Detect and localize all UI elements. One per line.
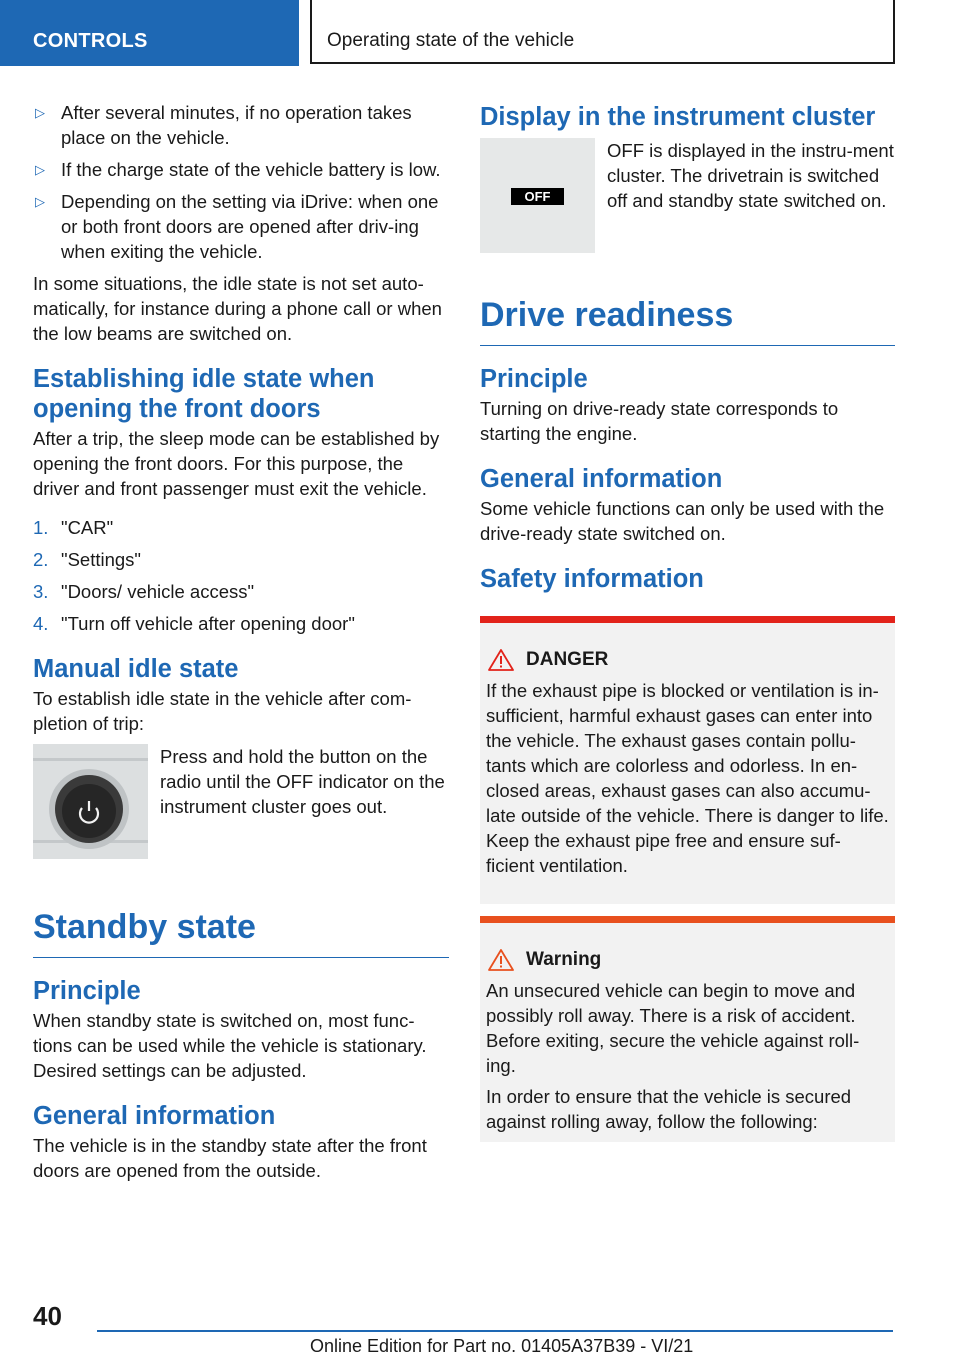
figure-row <box>480 138 895 253</box>
step-number: 3. <box>33 581 49 602</box>
section-heading: Principle <box>33 977 141 1005</box>
step-text: "Settings" <box>61 549 141 570</box>
steps-list <box>33 515 449 636</box>
page-number: 40 <box>33 1301 62 1331</box>
section-heading: Safety information <box>480 565 704 593</box>
step-number: 1. <box>33 517 49 538</box>
edition-footer: Online Edition for Part no. 01405A37B39 - VI/21 <box>310 1336 694 1356</box>
footer-divider <box>97 1330 893 1332</box>
power-knob-icon <box>33 744 148 859</box>
step-text: "CAR" <box>61 517 114 538</box>
list-item <box>33 100 449 150</box>
right-column <box>480 100 895 1142</box>
triangle-bullet-icon: ▷ <box>35 105 45 120</box>
section-heading: Manual idle state <box>33 655 239 683</box>
notice-label: Warning <box>526 949 602 970</box>
notice-header <box>486 947 889 972</box>
triangle-bullet-icon: ▷ <box>35 162 45 177</box>
paragraph: Turning on drive-ready state corresponds to starting the engine. <box>480 398 839 444</box>
paragraph: The vehicle is in the standby state after the front doors are opened from the outside. <box>33 1135 427 1181</box>
list-item <box>33 611 449 636</box>
left-column <box>33 100 449 1183</box>
step-text: "Turn off vehicle after opening door" <box>61 613 355 634</box>
notice-header <box>486 647 889 672</box>
paragraph: When standby state is switched on, most func-tions can be used while the vehicle is stationary. Desired settings can be adjusted. <box>33 1010 427 1081</box>
figure-caption: Press and hold the button on the radio until the OFF indicator on the instrument cluster goes out. <box>160 746 445 817</box>
section-heading: Establishing idle state when opening the front doors <box>33 365 375 423</box>
paragraph: To establish idle state in the vehicle after com-pletion of trip: <box>33 688 412 734</box>
warning-notice <box>480 916 895 1142</box>
bullet-text: Depending on the setting via iDrive: when one or both front doors are opened after driv-ing when exiting the vehicle. <box>61 191 439 262</box>
notice-text: An unsecured vehicle can begin to move and possibly roll away. There is a risk of accident. Before exiting, secure the vehicle against roll-ing. <box>486 980 860 1076</box>
figure-row <box>33 744 449 859</box>
section-heading: General information <box>33 1102 276 1130</box>
figure-caption: OFF is displayed in the instru-ment cluster. The drivetrain is switched off and standby state switched on. <box>607 140 894 211</box>
chapter-heading: Standby state <box>33 907 449 958</box>
bullet-text: After several minutes, if no operation takes place on the vehicle. <box>61 102 412 148</box>
step-number: 2. <box>33 549 49 570</box>
section-label: CONTROLS <box>33 30 148 52</box>
chapter-header <box>310 0 895 64</box>
paragraph: Some vehicle functions can only be used with the drive-ready state switched on. <box>480 498 885 544</box>
section-heading: Display in the instrument cluster <box>480 103 876 131</box>
chapter-heading: Drive readiness <box>480 295 895 346</box>
notice-text: In order to ensure that the vehicle is secured against rolling away, follow the following: <box>486 1086 852 1132</box>
list-item <box>33 579 449 604</box>
step-text: "Doors/ vehicle access" <box>61 581 255 602</box>
list-item <box>33 515 449 540</box>
chapter-title: Operating state of the vehicle <box>327 30 575 51</box>
notice-label: DANGER <box>526 649 609 670</box>
section-heading: General information <box>480 465 723 493</box>
triangle-bullet-icon: ▷ <box>35 194 45 209</box>
section-tab <box>0 0 299 66</box>
notice-text: If the exhaust pipe is blocked or ventilation is in-sufficient, harmful exhaust gases can enter into the vehicle. The exhaust gases contain pollu-tants which are colorless and odorless. In en-closed areas, exhaust gases can also accumu-late outside of the vehicle. There is danger to life. Keep the exhaust pipe free and ensure suf-ficient ventilation. <box>486 680 889 876</box>
paragraph: After a trip, the sleep mode can be established by opening the front doors. For this purpose, the driver and front passenger must exit the vehicle. <box>33 428 440 499</box>
section-heading: Principle <box>480 365 588 393</box>
list-item <box>33 189 449 264</box>
list-item <box>33 157 449 182</box>
warning-triangle-icon <box>488 949 514 971</box>
list-item <box>33 547 449 572</box>
radio-button-photo <box>33 744 148 859</box>
danger-notice <box>480 616 895 904</box>
bullet-text: If the charge state of the vehicle battery is low. <box>61 159 441 180</box>
off-indicator: OFF <box>511 188 564 205</box>
step-number: 4. <box>33 613 49 634</box>
instrument-cluster-figure <box>480 138 595 253</box>
warning-triangle-icon <box>488 649 514 671</box>
paragraph: In some situations, the idle state is not set auto-matically, for instance during a phone call or when the low beams are switched on. <box>33 273 442 344</box>
